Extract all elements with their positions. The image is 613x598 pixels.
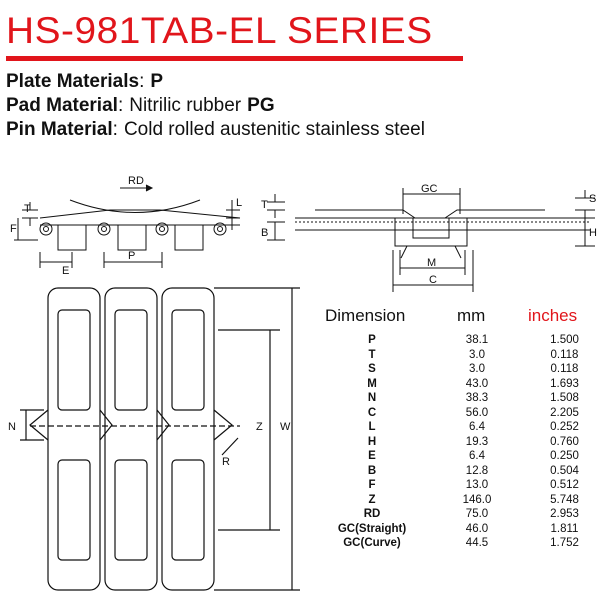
n-label: N	[8, 421, 16, 433]
inches-value: 5.748	[550, 493, 579, 506]
inches-value: 0.504	[550, 464, 579, 477]
w-label: W	[280, 421, 291, 433]
inches-value: 1.500	[550, 334, 579, 346]
pad-material-value: Nitrilic rubber	[129, 95, 242, 116]
table-header-mm: mm	[457, 306, 486, 325]
mm-value: 56.0	[465, 406, 489, 419]
b-label: B	[261, 227, 269, 239]
table-row	[312, 349, 602, 364]
table-row	[312, 479, 602, 494]
inches-value: 1.508	[550, 392, 579, 404]
mm-value: 13.0	[465, 479, 489, 491]
dimension-label: Z	[368, 493, 376, 506]
table-row	[312, 421, 602, 436]
plate-materials-line: Plate Materials: P	[6, 71, 164, 92]
table-row	[312, 436, 602, 451]
l-label: L	[236, 197, 243, 209]
dimension-label: N	[367, 392, 377, 404]
pin-material-value: Cold rolled austenitic stainless steel	[123, 119, 425, 140]
p-label: P	[128, 250, 136, 262]
mm-value: 46.0	[465, 522, 489, 535]
dimension-label: E	[368, 450, 376, 462]
table-row	[312, 392, 602, 407]
f-label: F	[10, 223, 17, 235]
title-underline	[6, 56, 463, 61]
dimension-label: L	[368, 421, 376, 433]
inches-value: 2.205	[550, 406, 579, 419]
inches-value: 0.512	[550, 479, 579, 491]
mm-value: 146.0	[462, 493, 492, 506]
table-row	[312, 508, 602, 523]
inches-value: 0.118	[550, 348, 579, 361]
dimension-label: F	[368, 479, 376, 491]
table-header-dimension: Dimension	[325, 306, 406, 325]
mm-value: 3.0	[469, 363, 485, 375]
table-row	[312, 537, 602, 552]
mm-value: 6.4	[469, 421, 485, 433]
h-label: H	[589, 227, 597, 239]
inches-value: 0.252	[550, 421, 579, 433]
pad-material-line: Pad Material: Nitrilic rubber PG	[6, 95, 275, 116]
plate-materials-label: Plate Materials	[6, 71, 140, 92]
table-header-inches: inches	[528, 306, 578, 325]
rd-label: RD	[128, 175, 144, 187]
pad-material-code: PG	[247, 95, 275, 116]
inches-value: 0.250	[550, 450, 579, 462]
mm-value: 6.4	[469, 450, 485, 462]
page-title: HS-981TAB-EL SERIES	[6, 10, 433, 51]
gc-label: GC	[421, 183, 438, 195]
dimension-label: B	[367, 464, 377, 477]
e-label: E	[62, 265, 70, 275]
mm-value: 38.1	[465, 334, 489, 346]
m-label: M	[427, 257, 437, 269]
dimension-label: C	[367, 406, 377, 419]
dimension-label: GC(Straight)	[337, 522, 407, 535]
mm-value: 38.3	[465, 392, 489, 404]
inches-value: 1.693	[550, 377, 579, 390]
dimension-label: H	[367, 435, 377, 448]
table-row	[312, 363, 602, 378]
mm-value: 44.5	[465, 537, 489, 549]
table-row	[312, 450, 602, 465]
dimension-label: P	[368, 334, 376, 346]
inches-value: 2.953	[550, 508, 579, 520]
inches-value: 0.760	[550, 435, 579, 448]
mm-value: 75.0	[465, 508, 489, 520]
z-label: Z	[256, 421, 263, 433]
dimension-label: S	[368, 363, 376, 375]
table-row	[312, 334, 602, 349]
pad-material-label: Pad Material	[6, 95, 118, 116]
table-row	[312, 378, 602, 393]
table-row	[312, 494, 602, 509]
top-view-drawing	[0, 280, 305, 598]
table-row	[312, 465, 602, 480]
table-row	[312, 407, 602, 422]
pin-material-line: Pin Material: Cold rolled austenitic stainless steel	[6, 119, 425, 140]
inches-value: 0.118	[550, 363, 579, 375]
side-view-drawing	[0, 170, 260, 275]
r-label: R	[222, 456, 230, 468]
cross-section-drawing	[255, 180, 605, 295]
mm-value: 3.0	[469, 348, 485, 361]
t2-label: T	[261, 199, 268, 211]
inches-value: 1.752	[550, 537, 579, 549]
dimension-label: RD	[363, 508, 381, 520]
c-label: C	[429, 274, 437, 286]
t-label: T	[24, 203, 31, 215]
plate-materials-code: P	[150, 71, 164, 92]
dimension-label: T	[368, 348, 376, 361]
dimension-label: M	[367, 377, 377, 390]
dimension-label: GC(Curve)	[343, 537, 401, 549]
s-label: S	[589, 193, 597, 205]
inches-value: 1.811	[550, 522, 579, 535]
mm-value: 19.3	[465, 435, 489, 448]
pin-material-label: Pin Material	[6, 119, 113, 140]
table-row	[312, 523, 602, 538]
mm-value: 43.0	[465, 377, 489, 390]
mm-value: 12.8	[465, 464, 489, 477]
